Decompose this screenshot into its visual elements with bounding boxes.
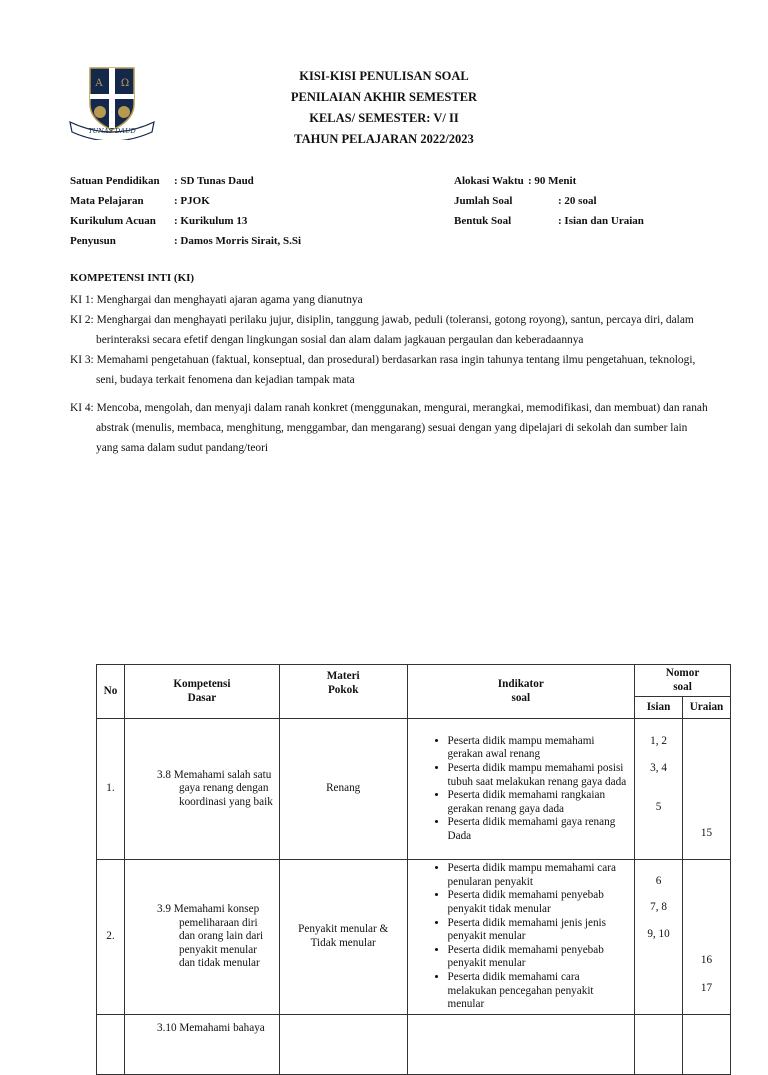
meta-row bbox=[70, 191, 390, 211]
indikator-item: • Peserta didik memahami jenis jenis penyakit menular bbox=[448, 917, 631, 944]
document-title bbox=[0, 66, 768, 150]
header-text: soal bbox=[511, 691, 531, 704]
meta-value: : Isian dan Uraian bbox=[558, 215, 644, 227]
isian-number: 1, 2 bbox=[650, 735, 667, 748]
kisi-kisi-table bbox=[96, 664, 731, 1075]
isian-number: 9, 10 bbox=[647, 928, 670, 941]
meta-info-left bbox=[70, 171, 390, 251]
row-kompetensi-dasar bbox=[124, 860, 279, 1015]
kd-text: 3.10 Memahami bahaya bbox=[156, 1021, 265, 1034]
ki-list bbox=[70, 290, 710, 458]
header-text: Nomor bbox=[665, 667, 700, 679]
meta-row bbox=[454, 211, 734, 231]
isian-number: 3, 4 bbox=[650, 762, 667, 775]
uraian-number: 17 bbox=[700, 982, 713, 995]
table-row bbox=[97, 1014, 731, 1074]
row-number: 2. bbox=[97, 860, 125, 1015]
meta-label: Penyusun bbox=[70, 235, 116, 247]
header-text: Materi bbox=[326, 670, 360, 682]
table-row bbox=[97, 719, 731, 860]
row-uraian bbox=[682, 1014, 730, 1074]
meta-label: Alokasi Waktu bbox=[454, 175, 524, 187]
meta-label: Bentuk Soal bbox=[454, 215, 512, 227]
isian-number: 5 bbox=[655, 801, 662, 814]
meta-info-right bbox=[454, 171, 734, 231]
row-materi bbox=[279, 1014, 407, 1074]
row-kompetensi-dasar bbox=[124, 719, 279, 860]
header-text: Indikator bbox=[497, 678, 544, 690]
header-text: soal bbox=[673, 680, 692, 693]
row-kompetensi-dasar bbox=[124, 1014, 279, 1074]
meta-label: Satuan Pendidikan bbox=[70, 175, 160, 187]
uraian-number: 16 bbox=[700, 954, 713, 967]
row-isian bbox=[635, 719, 683, 860]
meta-value: : 90 Menit bbox=[528, 175, 577, 187]
kd-text: 3.8 Memahami salah satu gaya renang dengan koordinasi yang baik bbox=[156, 768, 273, 808]
meta-label: Kurikulum Acuan bbox=[70, 215, 156, 227]
row-number bbox=[97, 1014, 125, 1074]
indikator-item: • Peserta didik memahami penyebab penyakit tidak menular bbox=[448, 889, 631, 916]
row-indikator bbox=[407, 1014, 635, 1074]
row-materi: Renang bbox=[279, 719, 407, 860]
row-indikator bbox=[407, 719, 635, 860]
meta-label: Jumlah Soal bbox=[454, 195, 513, 207]
header-text: Dasar bbox=[187, 691, 217, 704]
meta-label: Mata Pelajaran bbox=[70, 195, 144, 207]
title-line-2: PENILAIAN AKHIR SEMESTER bbox=[290, 90, 478, 104]
meta-value: : SD Tunas Daud bbox=[174, 175, 254, 187]
table-row bbox=[97, 860, 731, 1015]
uraian-number: 15 bbox=[700, 827, 713, 840]
indikator-item: • Peserta didik memahami rangkaian gerakan renang gaya dada bbox=[448, 789, 631, 816]
row-indikator bbox=[407, 860, 635, 1015]
indikator-item: • Peserta didik mampu memahami posisi tubuh saat melakukan renang gaya dada bbox=[448, 762, 631, 789]
indikator-item: • Peserta didik memahami cara melakukan pencegahan penyakit menular bbox=[448, 971, 631, 1012]
header-text: Kompetensi bbox=[173, 678, 231, 690]
kd-text: 3.9 Memahami konsep pemeliharaan diri dan orang lain dari penyakit menular dan tidak menular bbox=[156, 902, 264, 970]
materi-line: Tidak menular bbox=[310, 936, 376, 949]
title-line-1: KISI-KISI PENULISAN SOAL bbox=[299, 69, 469, 83]
meta-row bbox=[70, 211, 390, 231]
meta-value: : 20 soal bbox=[558, 195, 597, 207]
ki-heading: KOMPETENSI INTI (KI) bbox=[70, 272, 195, 284]
indikator-list bbox=[412, 735, 631, 844]
row-uraian bbox=[682, 719, 730, 860]
ki-item: KI 1: Menghargai dan menghayati ajaran agama yang dianutnya bbox=[70, 294, 363, 306]
header-kompetensi-dasar bbox=[124, 665, 279, 719]
indikator-item: • Peserta didik mampu memahami cara penularan penyakit bbox=[448, 862, 631, 889]
header-isian: Isian bbox=[635, 697, 683, 719]
logo-banner-text: TUNAS DAUD bbox=[88, 127, 136, 135]
isian-number: 7, 8 bbox=[650, 901, 667, 914]
meta-row bbox=[70, 231, 390, 251]
header-indikator-soal bbox=[407, 665, 635, 719]
indikator-list bbox=[412, 862, 631, 1012]
header-nomor-soal bbox=[635, 665, 731, 697]
header-text: Pokok bbox=[327, 683, 359, 696]
meta-value: : PJOK bbox=[174, 195, 210, 207]
meta-row bbox=[454, 171, 734, 191]
isian-number: 6 bbox=[655, 875, 662, 888]
meta-value: : Damos Morris Sirait, S.Si bbox=[174, 235, 302, 247]
indikator-item: • Peserta didik memahami gaya renang Dada bbox=[448, 816, 631, 843]
row-uraian bbox=[682, 860, 730, 1015]
header-no: No bbox=[97, 665, 125, 719]
row-number: 1. bbox=[97, 719, 125, 860]
ki-item: KI 4: Mencoba, mengolah, dan menyaji dalam ranah konkret (menggunakan, mengurai, merangkai, memodifikasi, dan membuat) dan ranah abstrak (menulis, membaca, menghitung, menggambar, dan mengarang) sesuai dengan yang dipelajari di sekolah dan sumber lain yang sama dalam sudut pandang/teori bbox=[70, 402, 708, 454]
row-materi bbox=[279, 860, 407, 1015]
alpha-symbol: A bbox=[95, 78, 103, 89]
meta-value: : Kurikulum 13 bbox=[174, 215, 248, 227]
ki-item: KI 2: Menghargai dan menghayati perilaku jujur, disiplin, tanggung jawab, peduli (toleransi, gotong royong), santun, percaya diri, dalam berinteraksi secara efetif dengan lingkungan sosial dan alam dalam jagkauan pergaulan dan keberadaannya bbox=[70, 314, 694, 346]
omega-symbol: Ω bbox=[120, 78, 130, 89]
ki-item: KI 3: Memahami pengetahuan (faktual, konseptual, dan prosedural) berdasarkan rasa ingin tahunya tentang ilmu pengetahuan, teknologi, seni, budaya terkait fenomena dan kejadian tampak mata bbox=[70, 354, 696, 386]
title-line-4: TAHUN PELAJARAN 2022/2023 bbox=[294, 132, 474, 146]
header-materi-pokok bbox=[279, 665, 407, 719]
materi-line: Penyakit menular & bbox=[298, 923, 389, 936]
indikator-item: • Peserta didik memahami penyebab penyakit menular bbox=[448, 944, 631, 971]
indikator-item: • Peserta didik mampu memahami gerakan awal renang bbox=[448, 735, 631, 762]
title-line-3: KELAS/ SEMESTER: V/ II bbox=[309, 111, 459, 125]
meta-row bbox=[70, 171, 390, 191]
header-uraian: Uraian bbox=[682, 697, 730, 719]
table-header-row bbox=[97, 665, 731, 697]
row-isian bbox=[635, 860, 683, 1015]
row-isian bbox=[635, 1014, 683, 1074]
meta-row bbox=[454, 191, 734, 211]
